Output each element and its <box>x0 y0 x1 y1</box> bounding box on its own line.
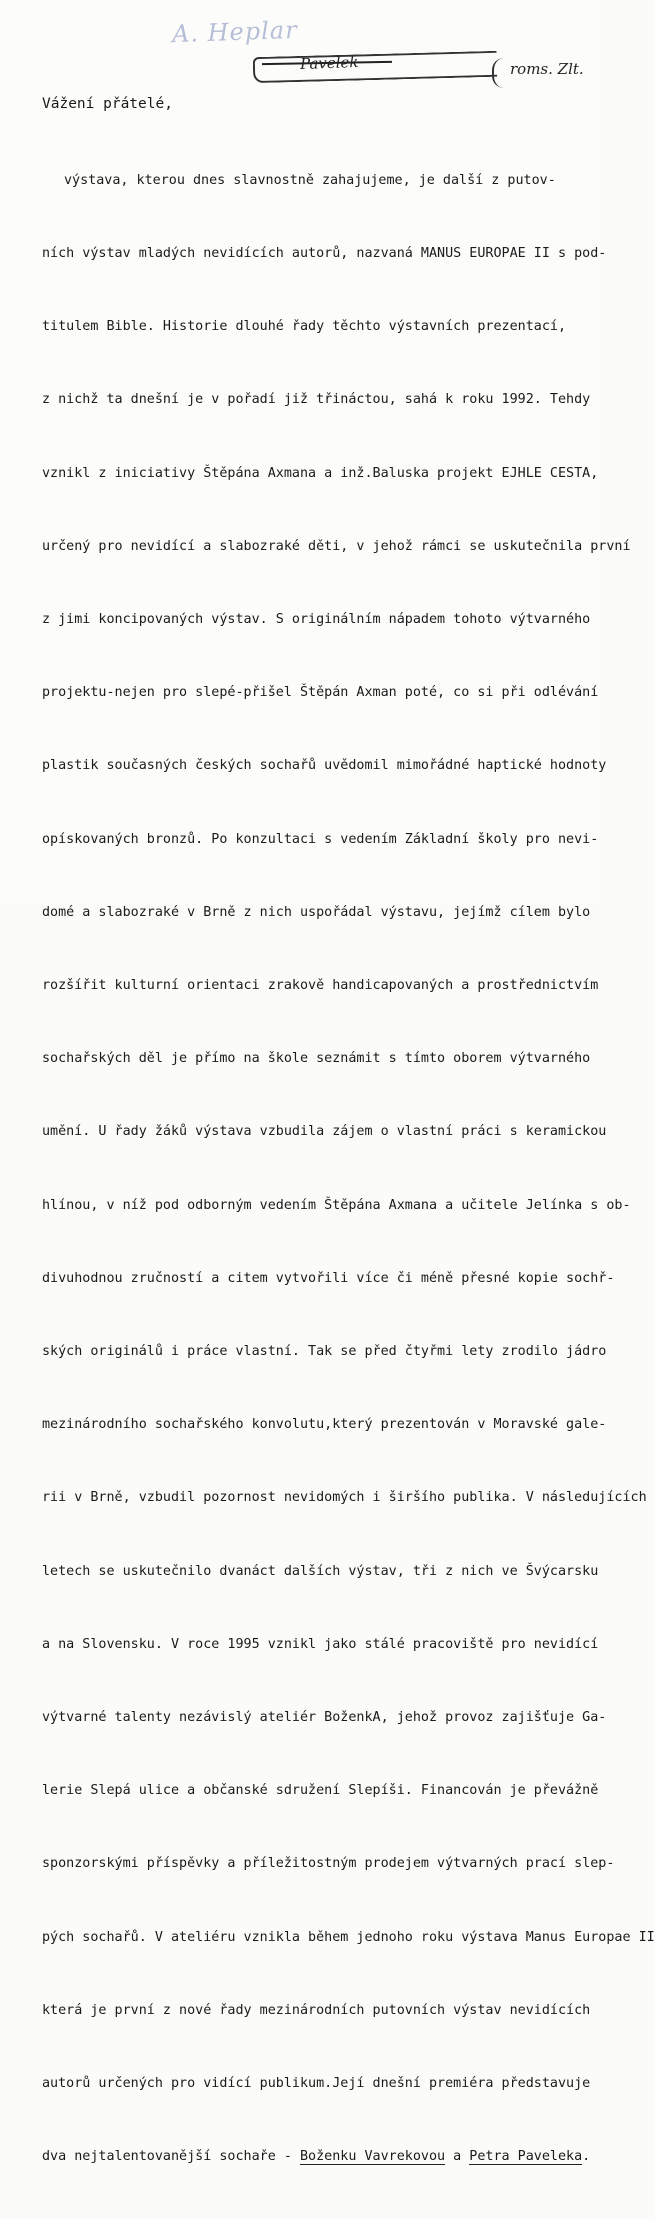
body-line: divuhodnou zručností a citem vytvořili více či méně přesné kopie sochř- <box>42 1270 615 1286</box>
handwritten-name: A. Heplar <box>171 15 298 49</box>
body-line: hlínou, v níž pod odborným vedením Štěpána Axmana a učitele Jelínka s ob- <box>42 1197 631 1213</box>
body-line: opískovaných bronzů. Po konzultaci s vedením Základní školy pro nevi- <box>42 831 599 847</box>
body-line: která je první z nové řady mezinárodních putovních výstav nevidících <box>42 2002 591 2018</box>
body-line: a na Slovensku. V roce 1995 vznikl jako stálé pracoviště pro nevidící <box>42 1636 599 1652</box>
body-line: umění. U řady žáků výstava vzbudila zájem o vlastní práci s keramickou <box>42 1124 607 1140</box>
body-line: autorů určených pro vidící publikum.Její dnešní premiéra představuje <box>42 2076 591 2092</box>
body-line: domé a slabozraké v Brně z nich uspořádal výstavu, jejímž cílem bylo <box>42 904 591 920</box>
body-line: výtvarné talenty nezávislý ateliér BoženkA, jehož provoz zajišťuje Ga- <box>42 1710 607 1726</box>
body-line: projektu-nejen pro slepé-přišel Štěpán Axman poté, co si při odlévání <box>42 685 599 701</box>
body-line: určený pro nevidící a slabozraké děti, v jehož rámci se uskutečnila první <box>42 538 631 554</box>
body-line: letech se uskutečnilo dvanáct dalších výstav, tři z nich ve Švýcarsku <box>42 1563 599 1579</box>
body-line: plastik současných českých sochařů uvědomil mimořádné haptické hodnoty <box>42 758 607 774</box>
body-line: sponzorskými příspěvky a příležitostným prodejem výtvarných prací slep- <box>42 1856 615 1872</box>
stamp-box <box>253 51 498 83</box>
artist-name-2: Petra Paveleka <box>469 2149 583 2165</box>
body-line: sochařských děl je přímo na škole seznámit s tímto oborem výtvarného <box>42 1051 591 1067</box>
body-line: lerie Slepá ulice a občanské sdružení Slepíši. Financován je převážně <box>42 1783 599 1799</box>
last-line-suffix: . <box>582 2149 591 2165</box>
body-line: vznikl z iniciativy Štěpána Axmana a inž.Baluska projekt EJHLE CESTA, <box>42 465 599 481</box>
body-line: výstava, kterou dnes slavnostně zahajujeme, je další z putov- <box>64 172 556 188</box>
body-line: z jimi koncipovaných výstav. S originálním nápadem tohoto výtvarného <box>42 612 591 628</box>
body-line: ních výstav mladých nevidících autorů, nazvaná MANUS EUROPAE II s pod- <box>42 246 607 262</box>
margin-bracket <box>492 58 508 88</box>
body-line: rozšířit kulturní orientaci zrakově handicapovaných a prostřednictvím <box>42 978 599 994</box>
body-line: ských originálů i práce vlastní. Tak se před čtyřmi lety zrodilo jádro <box>42 1344 607 1360</box>
body-line: titulem Bible. Historie dlouhé řady těchto výstavních prezentací, <box>42 319 567 335</box>
margin-note: roms. Zlt. <box>510 60 584 78</box>
name-connector: a <box>445 2149 470 2165</box>
body-line: pých sochařů. V ateliéru vznikla během jednoho roku výstava Manus Europae II <box>42 1929 655 1945</box>
body-line: mezinárodního sochařského konvolutu,který prezentován v Moravské gale- <box>42 1417 607 1433</box>
body-line: rii v Brně, vzbudil pozornost nevidomých i širšího publika. V následujících <box>42 1490 647 1506</box>
body-last-line <box>42 2145 600 2169</box>
last-line-prefix: dva nejtalentovanější sochaře - <box>42 2149 300 2165</box>
artist-name-1: Boženku Vavrekovou <box>299 2149 446 2165</box>
letter-body <box>42 120 655 2219</box>
body-line: z nichž ta dnešní je v pořadí již třináctou, sahá k roku 1992. Tehdy <box>42 392 591 408</box>
salutation: Vážení přátelé, <box>42 96 173 112</box>
stamp-text: Pavelek <box>299 52 359 74</box>
